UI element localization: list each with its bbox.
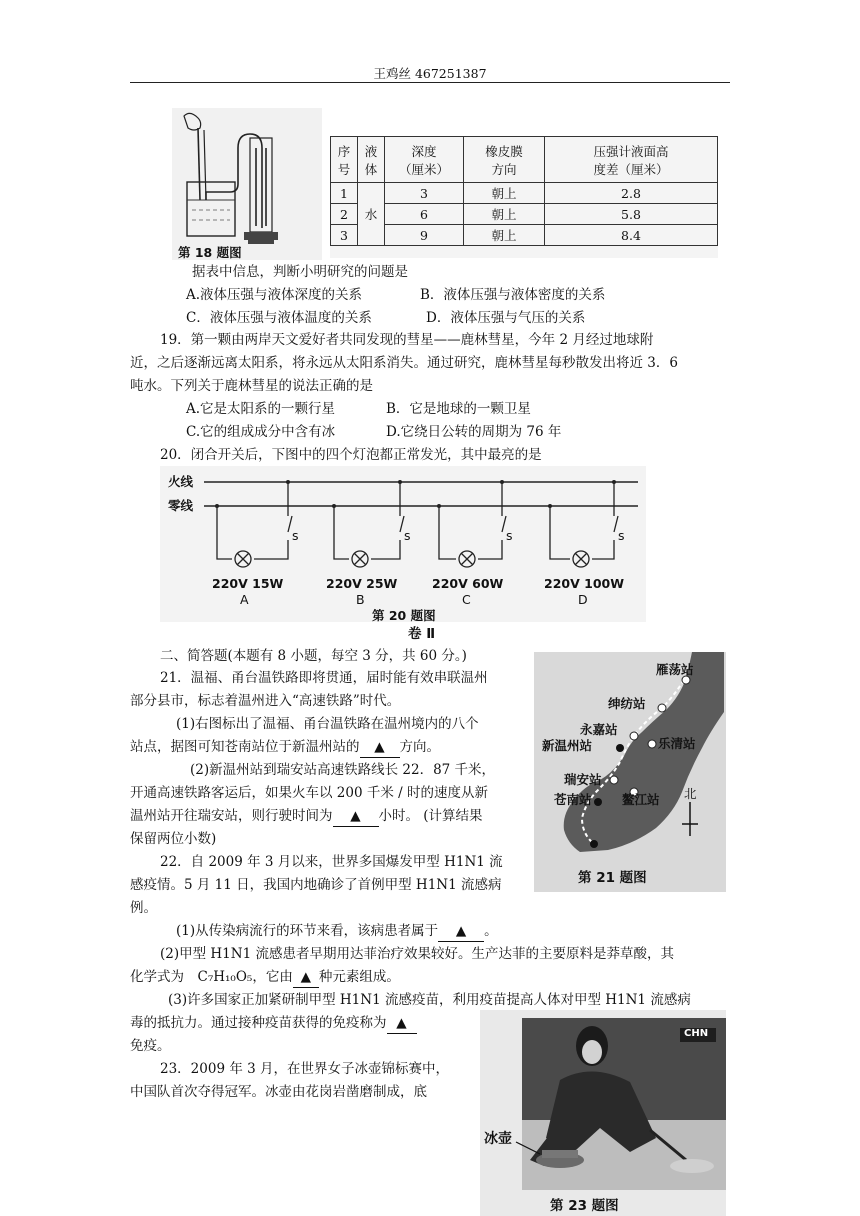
- bulb-letter-b: B: [356, 592, 365, 607]
- q22-line-2: 感疫情。5 月 11 日，我国内地确诊了首例甲型 H1N1 流感病: [130, 877, 502, 893]
- map-station-ruian: 瑞安站: [564, 772, 602, 787]
- table-header-height-diff: 压强计液面高 度差（厘米）: [545, 137, 718, 183]
- table-row: 2 6 朝上 5.8: [331, 204, 718, 225]
- photo-tag-chn: CHN: [684, 1028, 709, 1039]
- page-header: 王鸡丝 467251387: [373, 66, 487, 81]
- q23-line-1: 23．2009 年 3 月，在世界女子冰壶锦标赛中，: [160, 1061, 449, 1077]
- q23-photo-figure: [480, 1010, 726, 1216]
- q22-line-8: 毒的抵抗力。通过接种疫苗获得的免疫称为 ▲: [130, 1013, 417, 1034]
- map-station-yongjia: 永嘉站: [580, 722, 618, 737]
- q21-line-7: 温州站开往瑞安站，则行驶时间为 ▲ 小时。 (计算结果: [130, 806, 483, 827]
- map-station-cangnan: 苍南站: [554, 792, 592, 807]
- q18-option-d: D．液体压强与气压的关系: [426, 310, 586, 326]
- q21-line-6: 开通高速铁路客运后，如果火车以 200 千米 / 时的速度从新: [130, 785, 488, 801]
- q19-option-b: B．它是地球的一颗卫星: [386, 401, 531, 417]
- map-station-aojiang: 鳌江站: [622, 792, 660, 807]
- q19-line-1: 19．第一颗由两岸天文爱好者共同发现的彗星——鹿林彗星，今年 2 月经过地球附: [160, 332, 654, 348]
- header-rule: [130, 82, 730, 83]
- answer-blank[interactable]: ▲: [387, 1013, 417, 1034]
- answer-blank[interactable]: ▲: [293, 967, 319, 988]
- q20-stem: 20．闭合开关后，下图中的四个灯泡都正常发光，其中最亮的是: [160, 447, 542, 463]
- bulb-letter-d: D: [578, 592, 588, 607]
- bulb-letter-c: C: [462, 592, 471, 607]
- q20-figure-label: 第 20 题图: [372, 608, 436, 623]
- answer-blank[interactable]: ▲: [360, 737, 400, 758]
- map-station-xinwenzhou: 新温州站: [542, 738, 593, 753]
- q22-line-7: (3)许多国家正加紧研制甲型 H1N1 流感疫苗，利用疫苗提高人体对甲型 H1N1 流感病: [168, 992, 691, 1008]
- q22-line-6: 化学式为 C₇H₁₀O₅，它由 ▲ 种元素组成。: [130, 967, 400, 988]
- table-row: 3 9 朝上 8.4: [331, 225, 718, 246]
- q23-line-2: 中国队首次夺得冠军。冰壶由花岗岩凿磨制成，底: [130, 1084, 427, 1100]
- q19-option-a: A.它是太阳系的一颗行星: [186, 401, 336, 417]
- switch-label-c: s: [506, 528, 513, 543]
- q18-data-table: [330, 136, 718, 246]
- bulb-rating-b: 220V 25W: [326, 576, 398, 591]
- q22-line-9: 免疫。: [130, 1038, 171, 1054]
- table-row: 1 水 3 朝上 2.8: [331, 183, 718, 204]
- map-station-yueqing: 乐清站: [658, 736, 696, 751]
- q18-option-b: B．液体压强与液体密度的关系: [420, 287, 606, 303]
- q21-figure-label: 第 21 题图: [578, 870, 647, 886]
- q22-line-5: (2)甲型 H1N1 流感患者早期用达菲治疗效果较好。生产达菲的主要原料是莽草酸，其: [160, 946, 674, 962]
- q22-line-4: (1)从传染病流行的环节来看，该病患者属于 ▲ 。: [176, 921, 498, 942]
- q21-line-2: 部分县市，标志着温州进入“高速铁路”时代。: [130, 693, 401, 709]
- table-header-direction: 橡皮膜 方向: [464, 137, 545, 183]
- table-header-liquid: 液 体: [358, 137, 385, 183]
- switch-label-d: s: [618, 528, 625, 543]
- q19-line-3: 吨水。下列关于鹿林彗星的说法正确的是: [130, 378, 373, 394]
- switch-label-a: s: [292, 528, 299, 543]
- q18-data-table-wrapper: [330, 136, 718, 258]
- table-cell-liquid: 水: [358, 183, 385, 246]
- curling-stone-label: 冰壶: [484, 1131, 512, 1147]
- bulb-letter-a: A: [240, 592, 249, 607]
- answer-blank[interactable]: ▲: [333, 806, 379, 827]
- live-wire-label: 火线: [168, 474, 194, 489]
- q18-option-c: C．液体压强与液体温度的关系: [186, 310, 372, 326]
- map-station-shenfang: 绅纺站: [608, 696, 646, 711]
- q18-stem: 据表中信息，判断小明研究的问题是: [192, 264, 408, 280]
- table-header-no: 序 号: [331, 137, 358, 183]
- q18-apparatus-figure: [172, 108, 322, 260]
- q19-option-c: C.它的组成成分中含有冰: [186, 424, 336, 440]
- answer-blank[interactable]: ▲: [438, 921, 484, 942]
- q22-line-1: 22．自 2009 年 3 月以来，世界多国爆发甲型 H1N1 流: [160, 854, 503, 870]
- table-header-depth: 深度 （厘米）: [385, 137, 464, 183]
- neutral-wire-label: 零线: [168, 498, 194, 513]
- bulb-rating-a: 220V 15W: [212, 576, 284, 591]
- q21-line-5: (2)新温州站到瑞安站高速铁路线长 22．87 千米，: [190, 762, 496, 778]
- q21-line-3: (1)右图标出了温福、甬台温铁路在温州境内的八个: [176, 716, 479, 732]
- section-2-intro: 二、简答题(本题有 8 小题，每空 3 分，共 60 分。): [160, 648, 467, 664]
- q18-option-a: A.液体压强与液体深度的关系: [186, 287, 363, 303]
- switch-label-b: s: [404, 528, 411, 543]
- q21-map-figure: [534, 652, 726, 892]
- q19-line-2: 近，之后逐渐远离太阳系，将永远从太阳系消失。通过研究，鹿林彗星每秒散发出将近 3．6: [130, 355, 678, 371]
- section-2-title: 卷 Ⅱ: [408, 626, 436, 642]
- bulb-rating-c: 220V 60W: [432, 576, 504, 591]
- q22-line-3: 例。: [130, 900, 157, 916]
- q18-figure-label: 第 18 题图: [178, 245, 242, 260]
- q20-circuit-figure: [160, 466, 646, 622]
- q21-line-1: 21．温福、甬台温铁路即将贯通，届时能有效串联温州: [160, 670, 488, 686]
- bulb-rating-d: 220V 100W: [544, 576, 624, 591]
- map-station-yandang: 雁荡站: [656, 662, 694, 677]
- map-north-label: 北: [684, 786, 697, 801]
- q21-line-4: 站点，据图可知苍南站位于新温州站的 ▲ 方向。: [130, 737, 440, 758]
- q21-line-8: 保留两位小数): [130, 831, 217, 847]
- q23-figure-label: 第 23 题图: [550, 1198, 619, 1214]
- q19-option-d: D.它绕日公转的周期为 76 年: [386, 424, 562, 440]
